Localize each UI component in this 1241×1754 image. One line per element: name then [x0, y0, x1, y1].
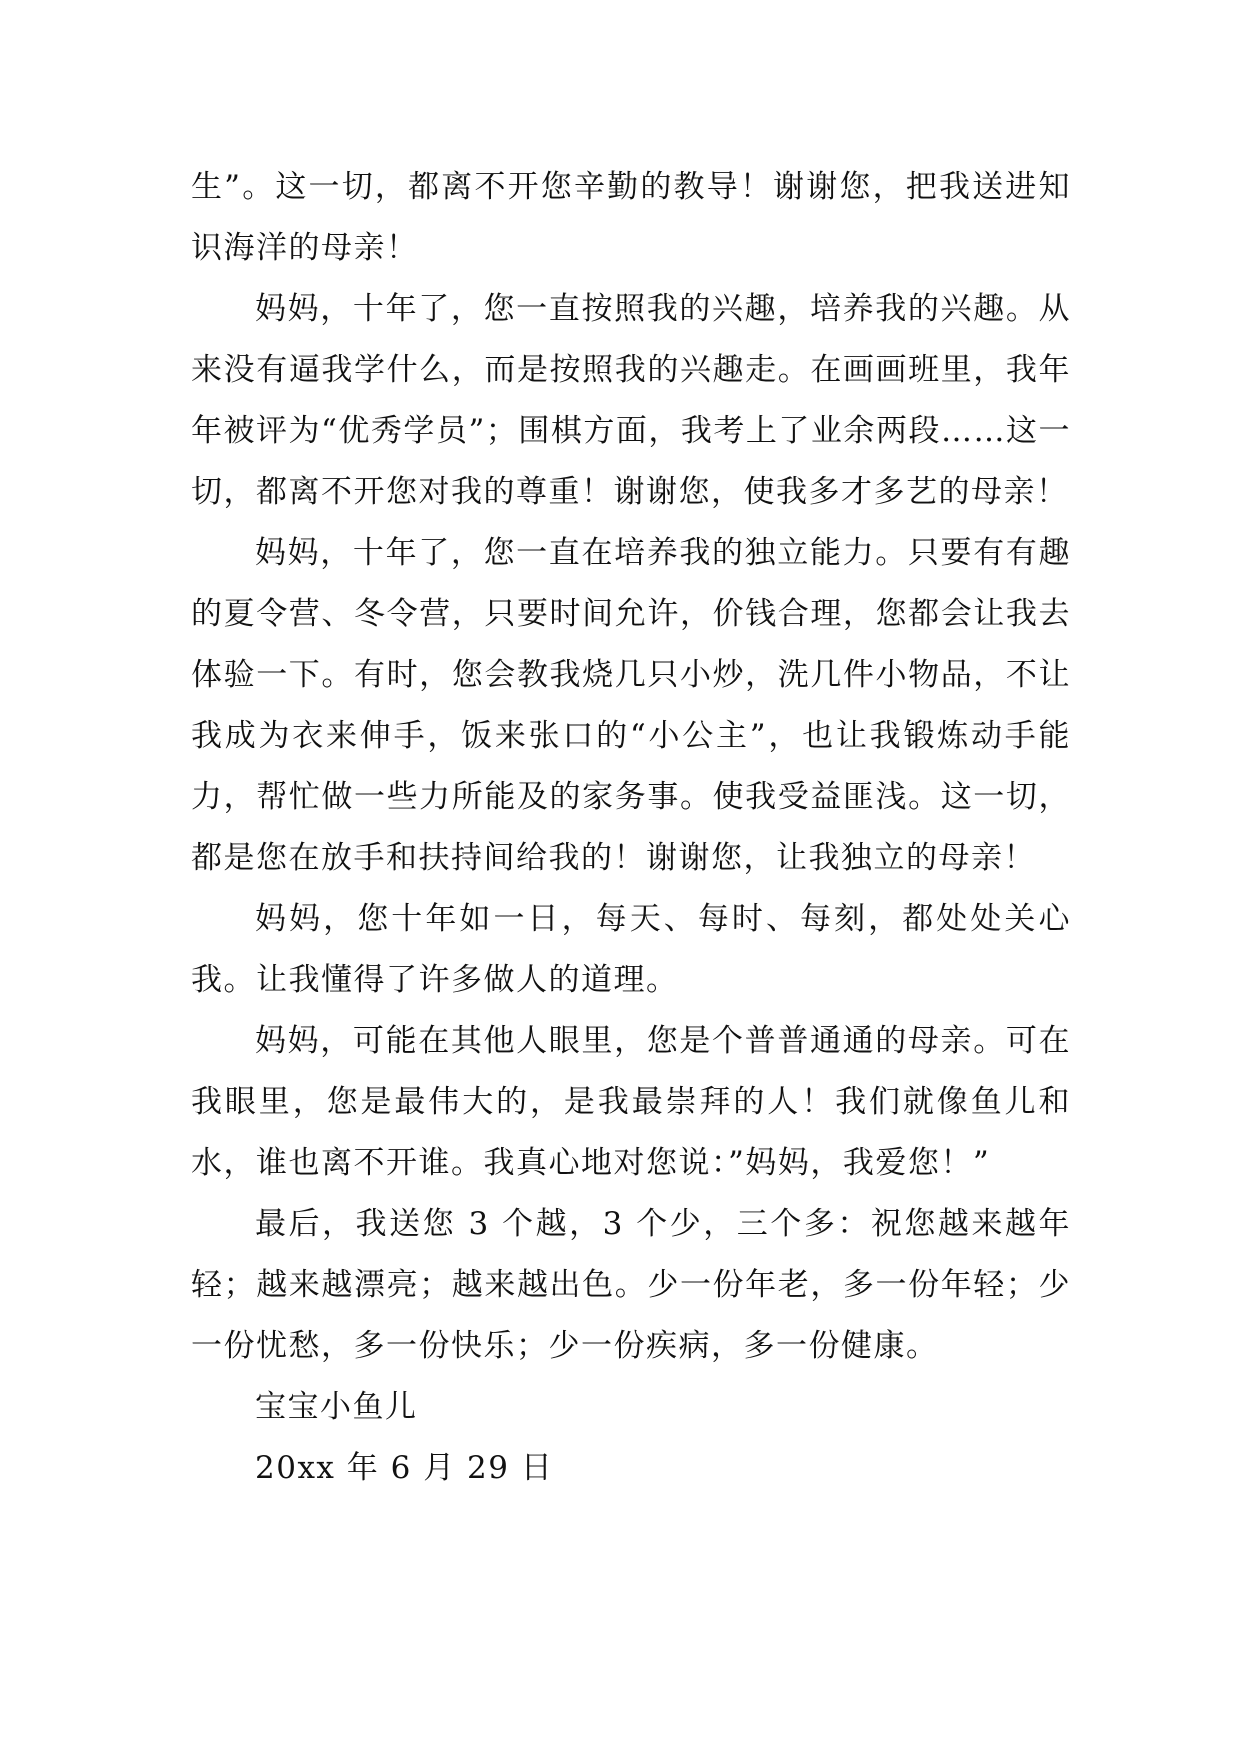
- signature: 宝宝小鱼儿: [255, 1389, 418, 1425]
- paragraph-love: 妈妈，可能在其他人眼里，您是个普普通通的母亲。可在我眼里，您是最伟大的，是我最崇拜的人！我们就像鱼儿和水，谁也离不开谁。我真心地对您说：”妈妈，我爱您！”: [191, 1023, 1071, 1181]
- paragraph-independence: 妈妈，十年了，您一直在培养我的独立能力。只要有有趣的夏令营、冬令营，只要时间允许，价钱合理，您都会让我去体验一下。有时，您会教我烧几只小炒，洗几件小物品，不让我成为衣来伸手，饭来张口的“小公主”，也让我锻炼动手能力，帮忙做一些力所能及的家务事。使我受益匪浅。这一切，都是您在放手和扶持间给我的！谢谢您，让我独立的母亲！: [191, 535, 1071, 876]
- paragraph-continuation: 生”。这一切，都离不开您辛勤的教导！谢谢您，把我送进知识海洋的母亲！: [191, 169, 1071, 266]
- paragraph-care: 妈妈，您十年如一日，每天、每时、每刻，都处处关心我。让我懂得了许多做人的道理。: [191, 901, 1071, 998]
- paragraph-interests: 妈妈，十年了，您一直按照我的兴趣，培养我的兴趣。从来没有逼我学什么，而是按照我的兴趣走。在画画班里，我年年被评为“优秀学员”；围棋方面，我考上了业余两段……这一切，都离不开您对我的尊重！谢谢您，使我多才多艺的母亲！: [191, 291, 1071, 510]
- paragraph-wishes: 最后，我送您 3 个越，3 个少，三个多：祝您越来越年轻；越来越漂亮；越来越出色。少一份年老，多一份年轻；少一份忧愁，多一份快乐；少一份疾病，多一份健康。: [191, 1206, 1071, 1364]
- letter-body: [191, 157, 1071, 1499]
- letter-date: 20xx 年 6 月 29 日: [255, 1450, 554, 1486]
